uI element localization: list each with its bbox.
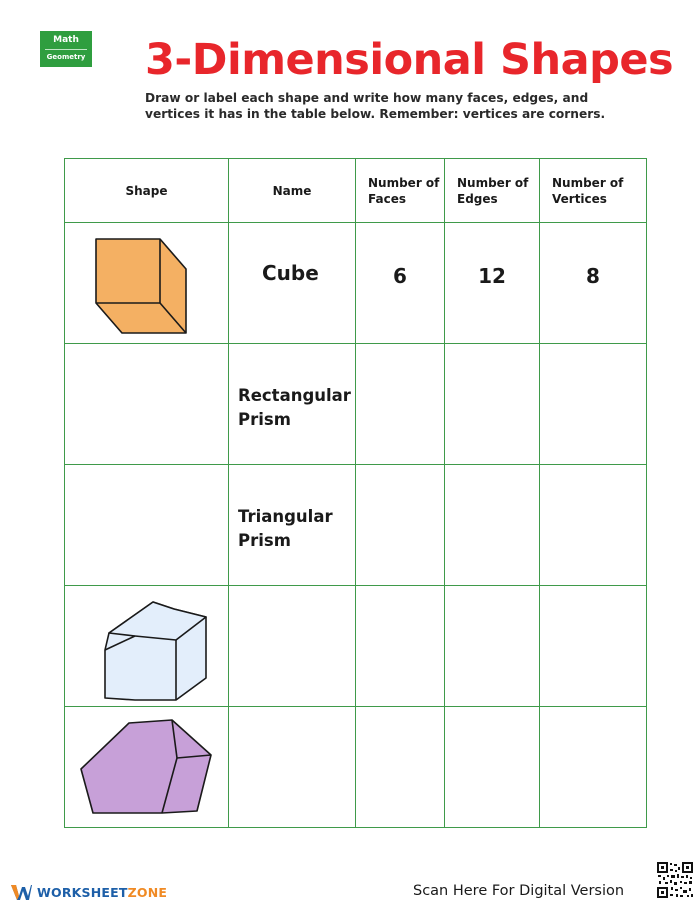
row-faces[interactable] [356, 465, 445, 586]
table-header-row [65, 159, 647, 223]
row-edges: 12 [445, 223, 540, 344]
shape-cell [65, 223, 229, 344]
row-edges[interactable] [445, 465, 540, 586]
row-faces[interactable] [356, 586, 445, 707]
purple-pentagonal-prism-icon [65, 707, 229, 828]
table-row [65, 344, 647, 465]
page-title: 3-Dimensional Shapes [145, 35, 674, 85]
subject-badge [40, 31, 92, 67]
instructions: Draw or label each shape and write how many faces, edges, and vertices it has in the table below. Remember: vertices are corners. [145, 91, 606, 121]
header-shape: Shape [65, 159, 229, 223]
row-name: Cube [229, 223, 356, 344]
shape-cell[interactable] [65, 465, 229, 586]
shape-cell [65, 586, 229, 707]
qr-code-icon[interactable] [656, 861, 694, 899]
row-name[interactable] [229, 586, 356, 707]
logo-wordmark [37, 885, 167, 900]
table-row [65, 586, 647, 707]
shape-cell[interactable] [65, 344, 229, 465]
blue-hexagonal-prism-icon [65, 586, 229, 707]
shapes-table [64, 158, 647, 828]
header-vertices: Number of Vertices [540, 159, 647, 223]
logo-word-zone: ZONE [127, 884, 168, 900]
badge-divider [45, 49, 87, 50]
header-edges: Number of Edges [445, 159, 540, 223]
table-row [65, 223, 647, 344]
header-name: Name [229, 159, 356, 223]
row-name: Triangular Prism [229, 465, 356, 586]
logo-w-icon [10, 883, 32, 901]
row-name[interactable] [229, 707, 356, 828]
shape-cell [65, 707, 229, 828]
logo-word-worksheet: WORKSHEET [37, 884, 128, 900]
row-faces: 6 [356, 223, 445, 344]
header-faces: Number of Faces [356, 159, 445, 223]
table-row [65, 465, 647, 586]
row-name: Rectangular Prism [229, 344, 356, 465]
worksheetzone-logo[interactable] [10, 881, 167, 903]
row-vertices[interactable] [540, 586, 647, 707]
row-edges[interactable] [445, 344, 540, 465]
row-edges[interactable] [445, 707, 540, 828]
badge-topic: Geometry [46, 53, 86, 61]
orange-cube-icon [65, 223, 229, 344]
row-vertices[interactable] [540, 465, 647, 586]
table-row [65, 707, 647, 828]
row-vertices[interactable] [540, 344, 647, 465]
row-faces[interactable] [356, 707, 445, 828]
row-edges[interactable] [445, 586, 540, 707]
row-faces[interactable] [356, 344, 445, 465]
badge-subject: Math [53, 35, 79, 45]
scan-caption: Scan Here For Digital Version [413, 883, 625, 899]
row-vertices: 8 [540, 223, 647, 344]
row-vertices[interactable] [540, 707, 647, 828]
